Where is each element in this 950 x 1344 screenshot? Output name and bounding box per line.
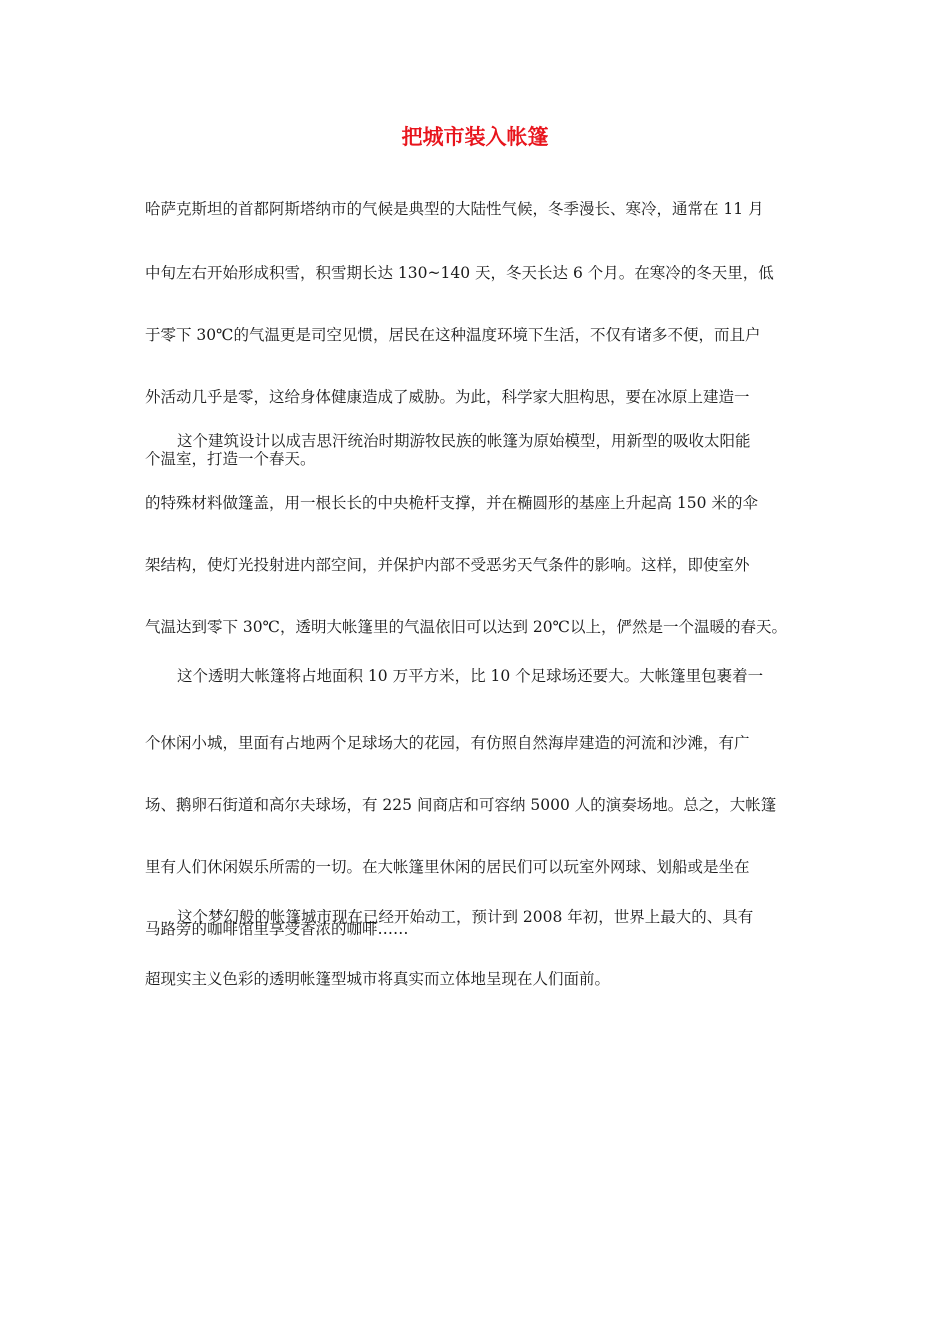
paragraph-line: 架结构，使灯光投射进内部空间，并保护内部不受恶劣天气条件的影响。这样，即使室外 [145, 556, 750, 574]
paragraph-line: 中旬左右开始形成积雪，积雪期长达 130~140 天，冬天长达 6 个月。在寒冷的冬天里，低 [145, 264, 774, 282]
paragraph-2 [145, 430, 809, 638]
paragraph-line: 于零下 30℃的气温更是司空见惯，居民在这种温度环境下生活，不仅有诸多不便，而且户 [145, 326, 761, 344]
paragraph-line: 的特殊材料做篷盖，用一根长长的中央桅杆支撑，并在椭圆形的基座上升起高 150 米的伞 [145, 494, 758, 512]
paragraph-line: 哈萨克斯坦的首都阿斯塔纳市的气候是典型的大陆性气候，冬季漫长、寒冷，通常在 11 月 [145, 200, 764, 218]
paragraph-line: 个温室，打造一个春天。 [145, 450, 316, 468]
paragraph-line: 这个梦幻般的帐篷城市现在已经开始动工，预计到 2008 年初，世界上最大的、具有 [177, 908, 754, 926]
paragraph-line: 里有人们休闲娱乐所需的一切。在大帐篷里休闲的居民们可以玩室外网球、划船或是坐在 [145, 858, 750, 876]
paragraph-line: 场、鹅卵石街道和高尔夫球场，有 225 间商店和可容纳 5000 人的演奏场地。总之，大帐篷 [145, 796, 777, 814]
paragraph-line: 外活动几乎是零，这给身体健康造成了威胁。为此，科学家大胆构思，要在冰原上建造一 [145, 388, 750, 406]
paragraph-line: 超现实主义色彩的透明帐篷型城市将真实而立体地呈现在人们面前。 [145, 970, 611, 988]
paragraph-line: 马路旁的咖啡馆里享受香浓的咖啡…… [145, 920, 409, 938]
paragraph-3 [145, 665, 809, 940]
paragraph-line: 气温达到零下 30℃，透明大帐篷里的气温依旧可以达到 20℃以上，俨然是一个温暖的春天。 [145, 618, 787, 636]
document-title: 把城市装入帐篷 [401, 125, 549, 149]
paragraph-4 [145, 906, 809, 990]
paragraph-line: 个休闲小城，里面有占地两个足球场大的花园，有仿照自然海岸建造的河流和沙滩，有广 [145, 734, 750, 752]
paragraph-line: 这个透明大帐篷将占地面积 10 万平方米，比 10 个足球场还要大。大帐篷里包裹着一 [177, 667, 764, 685]
paragraph-line: 这个建筑设计以成吉思汗统治时期游牧民族的帐篷为原始模型，用新型的吸收太阳能 [177, 432, 751, 450]
